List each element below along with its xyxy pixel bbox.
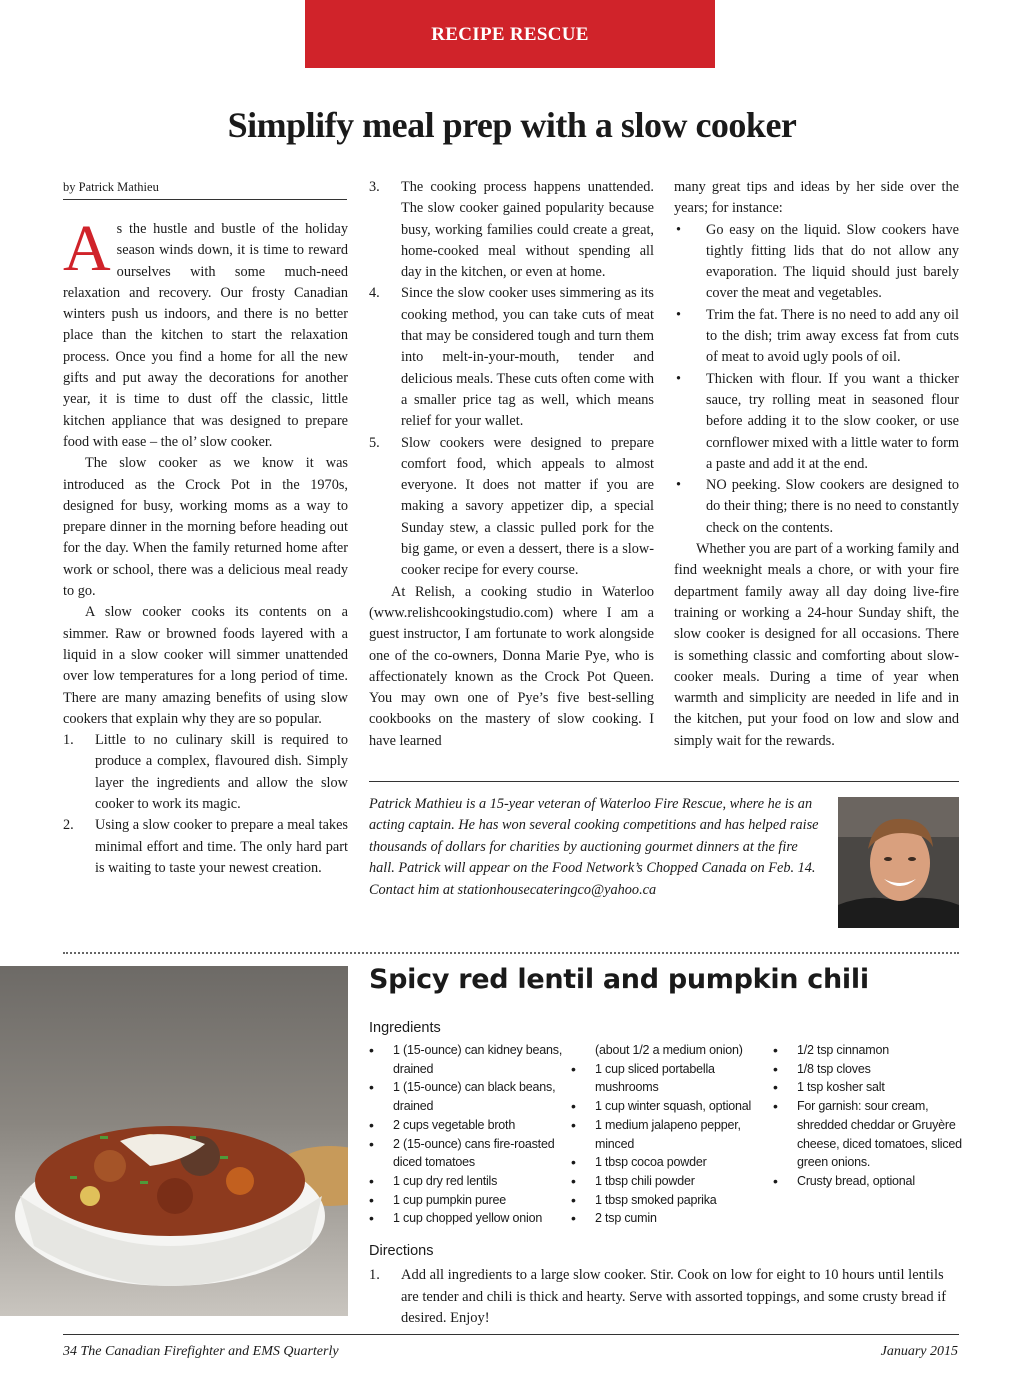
bullet: • <box>369 1116 374 1133</box>
byline: by Patrick Mathieu <box>63 180 347 200</box>
list-number: 5. <box>369 434 380 451</box>
ingredient-item <box>369 1116 569 1135</box>
list-number: 3. <box>369 179 380 195</box>
ingredient-text: 2 cups vegetable broth <box>393 1117 516 1132</box>
step-text: Add all ingredients to a large slow cooker. Stir. Cook on low for eight to 10 hours until lentils are tender and chili is thick and hearty. Serve with assorted toppings, and some crusty bread if desired. Enjoy! <box>401 1267 947 1326</box>
intro-text: s the hustle and bustle of the holiday season winds down, it is time to reward ourselves with some much-need relaxation and recovery. Our frosty Canadian winters push us indoors, and there is no better place than the kitchen to start the relaxation process. Once you find a home for all the new gifts and put away the decorations for another year, it is time to dust off the classic, little kitchen appliance that was designed to prepare food with ease – the ol’ slow cooker. <box>63 221 348 450</box>
list-number: 2. <box>63 817 74 834</box>
list-item <box>369 433 654 582</box>
bullet: • <box>571 1098 576 1115</box>
ingredient-item <box>369 1172 569 1191</box>
article-column-2 <box>369 177 654 752</box>
headline: Simplify meal prep with a slow cooker <box>227 105 797 145</box>
bullet: • <box>773 1060 778 1077</box>
bullet: • <box>676 477 682 494</box>
ingredient-text: 1 cup dry red lentils <box>393 1173 498 1188</box>
benefits-list-continued <box>369 177 654 582</box>
paragraph-history: The slow cooker as we know it was introduced as the Crock Pot in the 1970s, designed for busy, working moms as a way to prepare dinner in the morning before heading out for the day. When the family returned home after work or school, there was a delicious meal ready to go. <box>63 455 348 600</box>
ingredient-item <box>773 1097 968 1172</box>
ingredient-text: 1 tbsp smoked paprika <box>595 1192 717 1207</box>
author-bio: Patrick Mathieu is a 15-year veteran of Waterloo Fire Rescue, where he is an acting captain. He has won several cooking competitions and has helped raise thousands of dollars for charities by auctioning gourmet dinners at the fire hall. Patrick will appear on the Food Network’s Chopped Canada on Feb. 14. Contact him at stationhousecateringco@yahoo.ca <box>369 796 819 898</box>
ingredient-item <box>369 1209 569 1228</box>
ingredient-text: 2 tsp cumin <box>595 1211 657 1226</box>
directions-heading: Directions <box>369 1243 434 1259</box>
paragraph-closing: Whether you are part of a working family and find weeknight meals a chore, or with your fire department family away all day doing live-fire training or working a 24-hour Sunday shift, the slow cooker is designed for all occasions. There is something classic and comforting about slow-cooker meals. During a time of year when warmth and simplicity are needed in life and in the kitchen, put your food on low and slow and simply wait for the rewards. <box>674 541 959 749</box>
bullet: • <box>571 1060 576 1077</box>
list-item <box>674 475 959 539</box>
ingredient-text: 1 cup sliced portabella mushrooms <box>595 1061 715 1095</box>
ingredient-item <box>773 1060 968 1079</box>
ingredient-item-continued <box>571 1041 766 1060</box>
bullet: • <box>369 1135 374 1152</box>
ingredient-item <box>773 1041 968 1060</box>
footer-date: January 2015 <box>880 1344 958 1359</box>
bullet: • <box>773 1098 778 1115</box>
bullet: • <box>773 1079 778 1096</box>
ingredients-column-2 <box>571 1041 766 1228</box>
bullet: • <box>571 1172 576 1189</box>
list-number: 4. <box>369 285 380 302</box>
list-item <box>674 369 959 475</box>
bullet: • <box>676 306 682 323</box>
footer-divider <box>63 1334 959 1335</box>
list-number: 1. <box>63 732 74 749</box>
step-number: 1. <box>369 1267 380 1283</box>
ingredient-text: 1 (15-ounce) can kidney beans, drained <box>393 1043 563 1076</box>
bullet: • <box>773 1172 778 1189</box>
chili-photo <box>0 966 348 1316</box>
list-item-text: Slow cookers were designed to prepare comfort food, which appeals to almost everyone. It does not matter if you are making a savory appetizer dip, a special Sunday stew, a classic pulled pork for the big game, or even a dessert, there is a slow-cooker recipe for every course. <box>401 434 654 579</box>
section-divider <box>63 952 959 954</box>
ingredient-item <box>571 1209 766 1228</box>
ingredient-item <box>369 1191 569 1210</box>
bullet: • <box>676 370 682 387</box>
directions-list <box>369 1265 959 1330</box>
ingredient-text: Crusty bread, optional <box>797 1173 915 1188</box>
list-item-text: The cooking process happens unattended. The slow cooker gained popularity because busy, working families could create a great, home-cooked meal without spending all day in the kitchen, or even at home. <box>401 179 654 281</box>
bullet: • <box>571 1210 576 1227</box>
paragraph-relish: At Relish, a cooking studio in Waterloo (www.relishcookingstudio.com) where I am a guest instructor, I am fortunate to work alongside one of the co-owners, Donna Marie Pye, who is affectionately known as the Crock Pot Queen. You may own one of Pye’s five best-selling cookbooks on the mastery of slow cooking. I have learned <box>369 583 654 749</box>
list-item <box>674 305 959 369</box>
ingredients-heading: Ingredients <box>369 1020 441 1036</box>
ingredient-text: For garnish: sour cream, shredded cheddar or Gruyère cheese, diced tomatoes, sliced green onions. <box>797 1099 962 1170</box>
ingredient-item <box>571 1191 766 1210</box>
ingredient-text: 1 tbsp cocoa powder <box>595 1155 707 1170</box>
ingredient-item <box>571 1060 766 1097</box>
ingredient-text: 1/2 tsp cinnamon <box>797 1043 889 1057</box>
ingredient-text: (about 1/2 a medium onion) <box>595 1043 743 1057</box>
ingredient-text: 1 tsp kosher salt <box>797 1080 885 1095</box>
bullet: • <box>369 1210 374 1227</box>
drop-cap: A <box>63 212 111 285</box>
list-item <box>674 220 959 305</box>
list-item-text: Trim the fat. There is no need to add any oil to the dish; trim away excess fat from cuts of meat to avoid ugly pools of oil. <box>706 306 959 366</box>
list-item <box>369 283 654 432</box>
ingredient-text: 1 (15-ounce) can black beans, drained <box>393 1080 556 1114</box>
ingredient-item <box>571 1172 766 1191</box>
article-column-1 <box>63 212 348 879</box>
ingredient-text: 1 tbsp chili powder <box>595 1173 695 1188</box>
list-item <box>369 177 654 283</box>
ingredient-item <box>571 1116 766 1153</box>
benefits-list <box>63 730 348 879</box>
list-item <box>63 730 348 815</box>
ingredient-text: 1 cup pumpkin puree <box>393 1192 506 1207</box>
bullet: • <box>369 1079 374 1096</box>
list-item-text: Go easy on the liquid. Slow cookers have tightly fitting lids that do not allow any evaporation. The liquid should just barely cover the meat and vegetables. <box>706 221 959 302</box>
intro-paragraph <box>63 212 348 453</box>
list-item-text: Using a slow cooker to prepare a meal takes minimal effort and time. The only hard part is waiting to taste your newest creation. <box>95 817 348 876</box>
section-banner: RECIPE RESCUE <box>305 0 715 68</box>
bullet: • <box>369 1042 374 1058</box>
bullet: • <box>571 1154 576 1171</box>
ingredient-text: 1/8 tsp cloves <box>797 1061 871 1076</box>
ingredient-item <box>773 1078 968 1097</box>
ingredients-column-1 <box>369 1041 569 1228</box>
paragraph-how-it-works: A slow cooker cooks its contents on a simmer. Raw or browned foods layered with a liquid in a slow cooker will simmer unattended over low temperatures for a long period of time. There are many amazing benefits of using slow cookers that explain why they are so popular. <box>63 604 348 727</box>
direction-step <box>369 1265 959 1330</box>
bullet: • <box>369 1172 374 1189</box>
list-item <box>63 815 348 879</box>
recipe-title: Spicy red lentil and pumpkin chili <box>369 964 869 995</box>
list-item-text: NO peeking. Slow cookers are designed to do their thing; there is no need to constantly check on the contents. <box>706 477 959 536</box>
list-item-text: Thicken with flour. If you want a thicker sauce, try rolling meat in seasoned flour before adding it to the slow cooker, or use cornflower mixed with a little water to form a paste and add it at the end. <box>706 370 959 472</box>
ingredient-text: 1 cup winter squash, optional <box>595 1099 752 1114</box>
ingredient-text: 1 medium jalapeno pepper, minced <box>595 1117 741 1151</box>
article-column-3 <box>674 177 959 752</box>
ingredient-item <box>369 1078 569 1115</box>
ingredient-item <box>571 1097 766 1116</box>
list-item-text: Little to no culinary skill is required to produce a complex, flavoured dish. Simply layer the ingredients and allow the slow cooker to work its magic. <box>95 732 348 813</box>
bullet: • <box>773 1042 778 1058</box>
tips-list <box>674 220 959 539</box>
bullet: • <box>571 1191 576 1208</box>
ingredient-item <box>571 1153 766 1172</box>
bullet: • <box>676 221 682 238</box>
bullet: • <box>571 1116 576 1133</box>
ingredient-item <box>369 1135 569 1172</box>
bullet: • <box>369 1191 374 1208</box>
ingredient-item <box>773 1172 968 1191</box>
paragraph-relish-continued: many great tips and ideas by her side over the years; for instance: <box>674 179 959 217</box>
bio-divider <box>369 781 959 782</box>
ingredient-text: 1 cup chopped yellow onion <box>393 1211 543 1226</box>
list-item-text: Since the slow cooker uses simmering as its cooking method, you can take cuts of meat that may be considered tough and turn them into melt-in-your-mouth, tender and delicious meals. These cuts often come with a smaller price tag as well, which means relief for your wallet. <box>401 285 654 430</box>
ingredient-text: 2 (15-ounce) cans fire-roasted diced tomatoes <box>393 1136 555 1170</box>
ingredients-column-3 <box>773 1041 968 1191</box>
author-photo <box>838 797 959 928</box>
footer-page-info: 34 The Canadian Firefighter and EMS Quarterly <box>63 1344 339 1359</box>
ingredient-item <box>369 1041 569 1078</box>
